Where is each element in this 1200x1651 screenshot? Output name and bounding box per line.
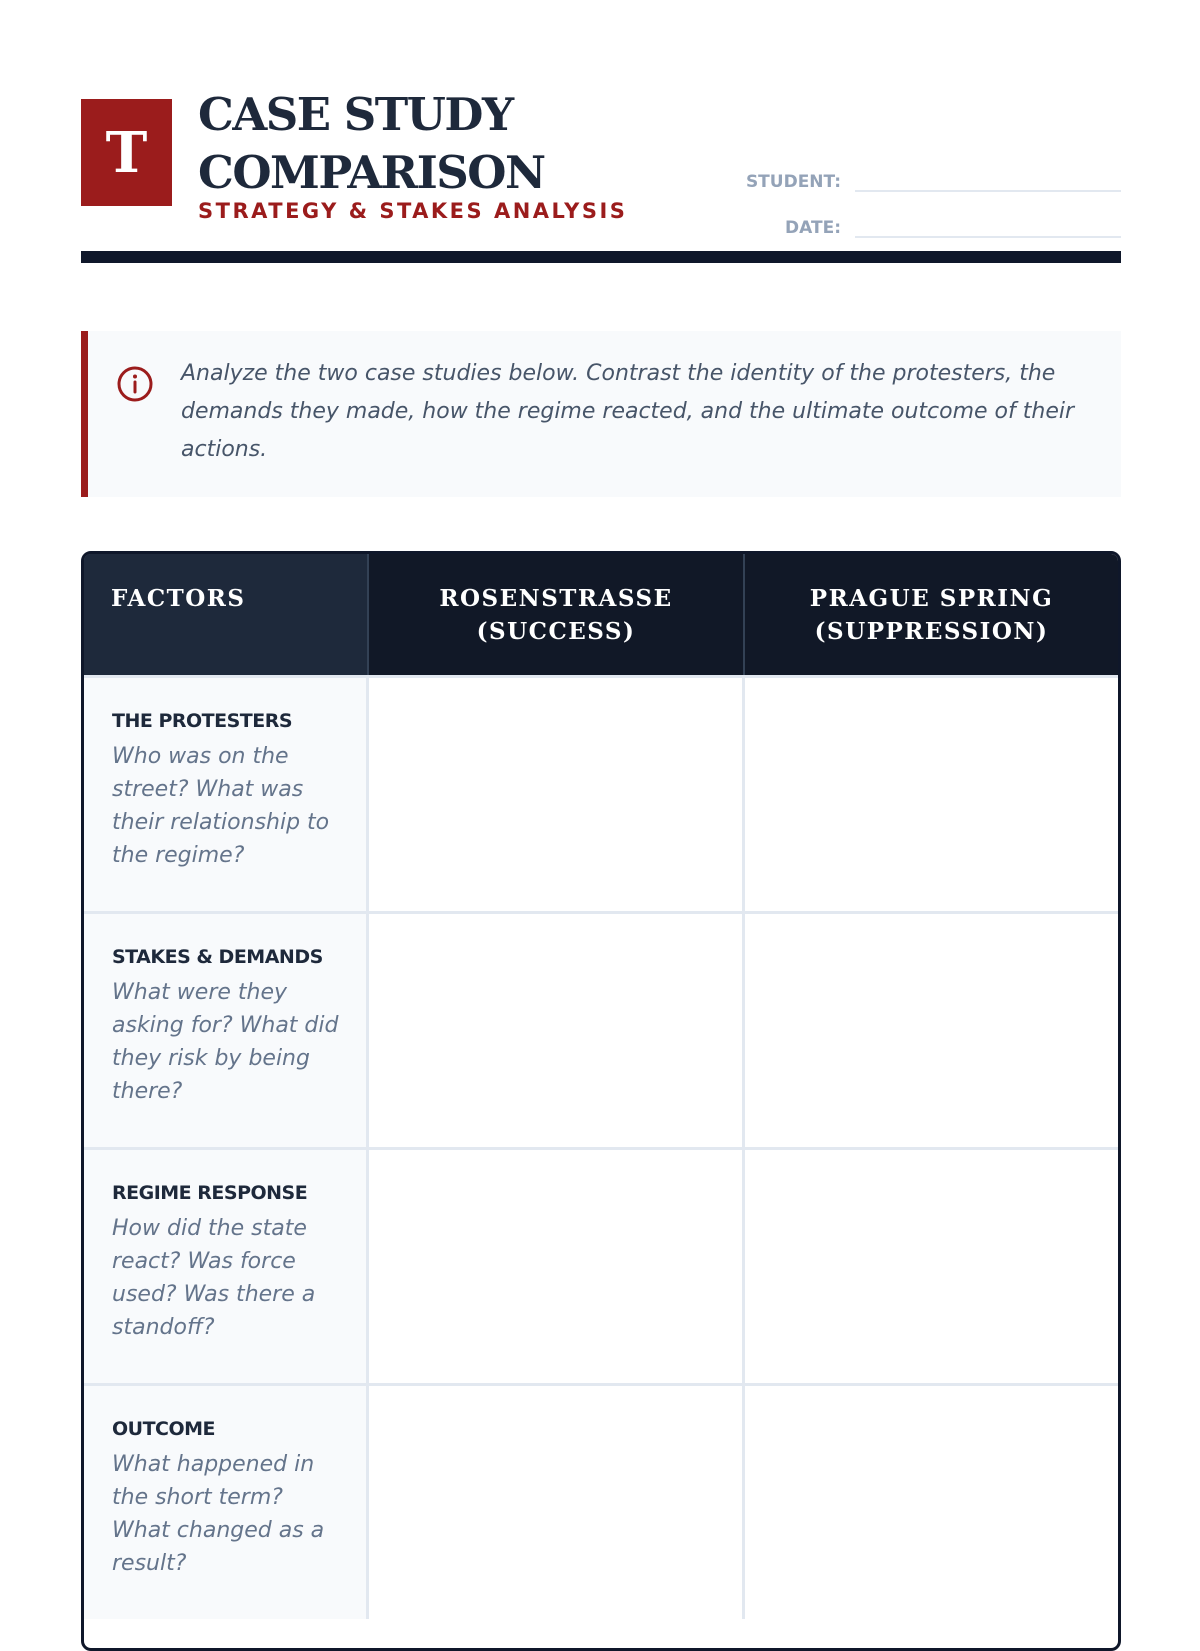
factor-prompt: How did the state react? Was force used? Was there a standoff? xyxy=(112,1216,316,1340)
page-subtitle: STRATEGY & STAKES ANALYSIS xyxy=(198,199,628,223)
factor-prompt: What were they asking for? What did they risk by being there? xyxy=(112,980,339,1104)
comparison-table xyxy=(81,551,1121,1651)
title-block xyxy=(198,86,627,223)
header-prague-spring xyxy=(745,554,1118,675)
answer-cell-rosenstrasse[interactable] xyxy=(369,1150,745,1383)
table-row xyxy=(84,1383,1118,1619)
answer-cell-rosenstrasse[interactable] xyxy=(369,1386,745,1619)
answer-cell-rosenstrasse[interactable] xyxy=(369,914,745,1147)
header-factors: FACTORS xyxy=(84,554,369,675)
student-row xyxy=(721,146,1121,192)
logo-badge: T xyxy=(81,99,172,206)
table-row xyxy=(84,911,1118,1147)
table-row xyxy=(84,675,1118,911)
factor-prompt: Who was on the street? What was their relationship to the regime? xyxy=(112,744,330,868)
factor-title: OUTCOME xyxy=(112,1418,216,1440)
header xyxy=(81,86,1121,266)
factor-prompt: What happened in the short term? What changed as a result? xyxy=(112,1452,325,1576)
factor-title: REGIME RESPONSE xyxy=(112,1182,308,1204)
student-field[interactable] xyxy=(855,162,1121,192)
answer-cell-rosenstrasse[interactable] xyxy=(369,678,745,911)
instructions-text: Analyze the two case studies below. Contrast the identity of the protesters, the demands they made, how the regime reacted, and the ultimate outcome of their actions. xyxy=(181,361,1075,462)
header-prague-spring-label: PRAGUE SPRING (SUPPRESSION) xyxy=(809,585,1054,645)
header-divider xyxy=(81,251,1121,263)
student-meta xyxy=(721,146,1121,238)
student-label: STUDENT: xyxy=(745,172,841,192)
factor-cell xyxy=(84,1386,369,1619)
instructions-box xyxy=(81,331,1121,497)
factor-cell xyxy=(84,914,369,1147)
date-field[interactable] xyxy=(855,208,1121,238)
header-rosenstrasse xyxy=(369,554,745,675)
date-label: DATE: xyxy=(785,218,841,238)
table-row xyxy=(84,1147,1118,1383)
answer-cell-prague-spring[interactable] xyxy=(745,1150,1118,1383)
table-header xyxy=(84,554,1118,675)
factor-cell xyxy=(84,1150,369,1383)
factor-cell xyxy=(84,678,369,911)
info-icon xyxy=(116,365,154,403)
answer-cell-prague-spring[interactable] xyxy=(745,914,1118,1147)
factor-title: THE PROTESTERS xyxy=(112,710,293,732)
answer-cell-prague-spring[interactable] xyxy=(745,1386,1118,1619)
header-rosenstrasse-label: ROSENSTRASSE (SUCCESS) xyxy=(439,585,673,645)
answer-cell-prague-spring[interactable] xyxy=(745,678,1118,911)
page-title: CASE STUDY COMPARISON xyxy=(198,88,545,199)
factor-title: STAKES & DEMANDS xyxy=(112,946,323,968)
date-row xyxy=(721,192,1121,238)
